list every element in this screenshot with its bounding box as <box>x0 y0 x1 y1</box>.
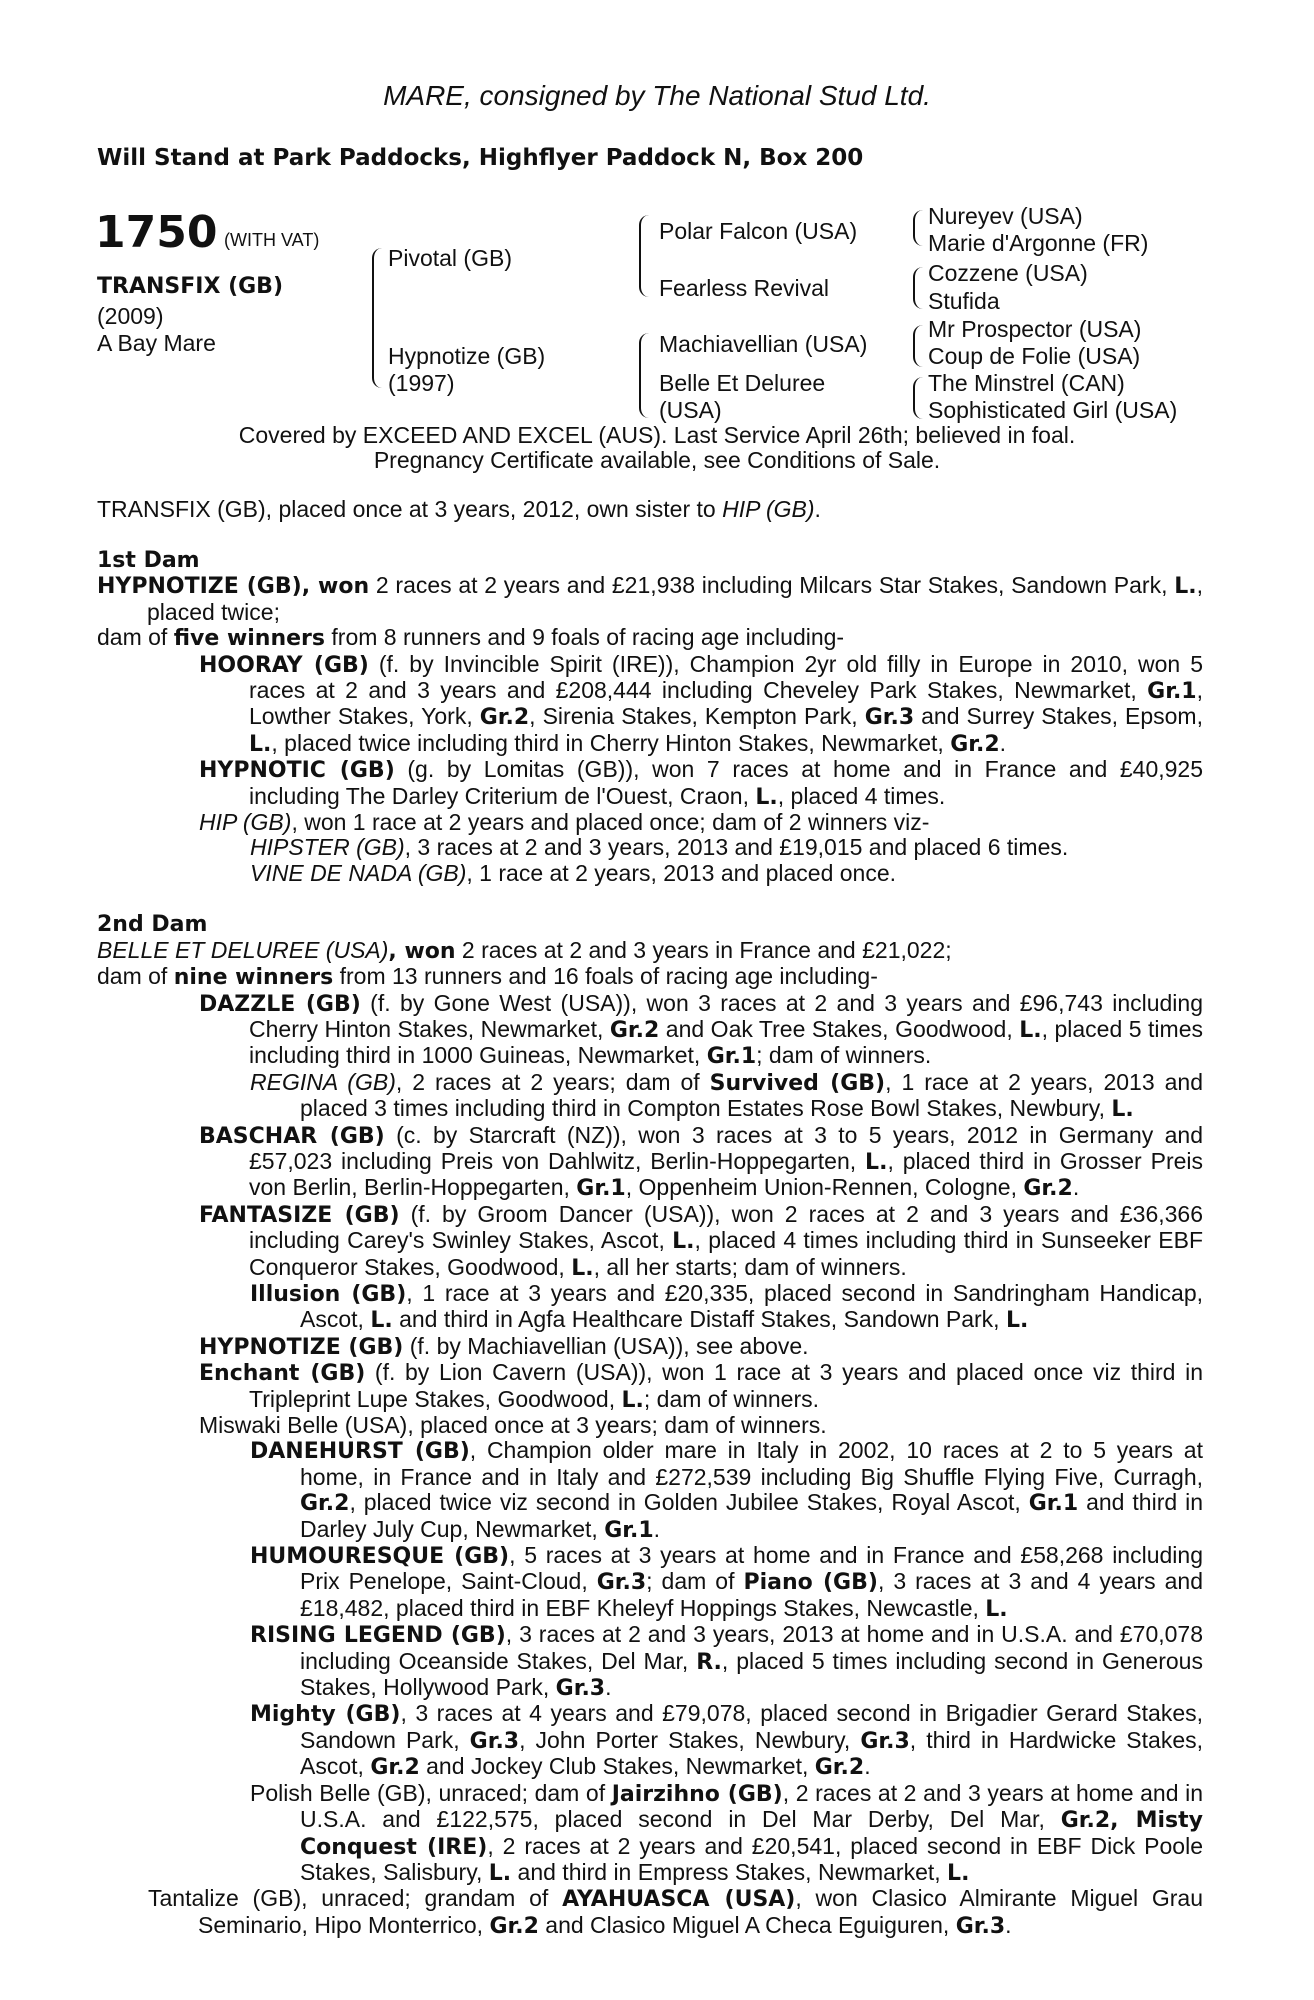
entry-vine-de-nada: VINE DE NADA (GB), 1 race at 2 years, 2013 and placed once. <box>250 859 897 886</box>
pedigree-dam: Hypnotize (GB) <box>388 343 546 369</box>
pedigree-brace-g2 <box>913 267 923 309</box>
entry-fantasize: FANTASIZE (GB) (f. by Groom Dancer (USA)), won 2 races at 2 and 3 years and £36,366 including Carey's Swinley Stakes, Ascot, L., placed 4 times including third in Sunseeker EBF Conqueror Stakes, Goodwood, L., all her starts; dam of winners. <box>199 1200 1203 1281</box>
entry-danehurst: DANEHURST (GB), Champion older mare in Italy in 2002, 10 races at 2 to 5 years at home, in France and in Italy and £272,539 including Big Shuffle Flying Five, Curragh, Gr.2, placed twice viz second in Golden Jubilee Stakes, Royal Ascot, Gr.1 and third in Darley July Cup, Newmarket, Gr.1. <box>250 1437 1203 1543</box>
entry-tantalize: Tantalize (GB), unraced; grandam of AYAHUASCA (USA), won Clasico Almirante Miguel Grau Seminario, Hipo Monterrico, Gr.2 and Clasico Miguel A Checa Eguiguren, Gr.3. <box>148 1885 1203 1939</box>
covered-note: Covered by EXCEED AND EXCEL (AUS). Last Service April 26th; believed in foal. <box>238 422 1076 448</box>
entry-baschar: BASCHAR (GB) (c. by Starcraft (NZ)), won 3 races at 3 to 5 years, 2012 in Germany and £57,023 including Preis von Dahlwitz, Berlin-Hoppegarten, L., placed third in Grosser Preis von Berlin, Berlin-Hoppegarten, Gr.1, Oppenheim Union-Rennen, Cologne, Gr.2. <box>199 1121 1204 1202</box>
entry-hypnotic: HYPNOTIC (GB) (g. by Lomitas (GB)), won 7 races at home and in France and £40,925 including The Darley Criterium de l'Ouest, Craon, L., placed 4 times. <box>199 756 1203 810</box>
pedigree-brace-g1 <box>913 210 923 246</box>
horse-description: A Bay Mare <box>97 330 216 356</box>
entry-miswaki-belle: Miswaki Belle (USA), placed once at 3 years; dam of winners. <box>199 1412 827 1438</box>
pedigree-brace-g3 <box>913 325 923 367</box>
pedigree-brace-sire <box>639 215 651 297</box>
entry-enchant: Enchant (GB) (f. by Lion Cavern (USA)), won 1 race at 3 years and placed once viz third in Tripleprint Lupe Stakes, Goodwood, L.; dam of winners. <box>199 1359 1204 1413</box>
entry-hooray: HOORAY (GB) (f. by Invincible Spirit (IRE)), Champion 2yr old filly in Europe in 2010, won 5 races at 2 and 3 years and £208,444 including Cheveley Park Stakes, Newmarket, Gr.1, Lowther Stakes, York, Gr.2, Sirenia Stakes, Kempton Park, Gr.3 and Surrey Stakes, Epsom, L., placed twice including third in Cherry Hinton Stakes, Newmarket, Gr.2. <box>199 650 1203 757</box>
entry-rising-legend: RISING LEGEND (GB), 3 races at 2 and 3 years, 2013 at home and in U.S.A. and £70,078 including Oceanside Stakes, Del Mar, R., placed 5 times including second in Generous Stakes, Hollywood Park, Gr.3. <box>250 1621 1203 1702</box>
pedigree-g2: Marie d'Argonne (FR) <box>928 230 1149 256</box>
entry-hip: HIP (GB), won 1 race at 2 years and placed once; dam of 2 winners viz- <box>199 809 930 836</box>
pedigree-brace-main <box>372 248 384 388</box>
pedigree-g3: Cozzene (USA) <box>928 260 1088 286</box>
lot-number: 1750 <box>95 207 218 258</box>
vat-note: (WITH VAT) <box>224 230 320 250</box>
pedigree-g5: Mr Prospector (USA) <box>928 316 1142 342</box>
pedigree-sire-sire: Polar Falcon (USA) <box>659 218 858 244</box>
entry-hypnotize: HYPNOTIZE (GB) (f. by Machiavellian (USA)), see above. <box>199 1332 809 1360</box>
first-dam-heading: 1st Dam <box>97 548 200 573</box>
stand-location: Will Stand at Park Paddocks, Highflyer Paddock N, Box 200 <box>97 145 864 171</box>
pedigree-g1: Nureyev (USA) <box>928 203 1083 229</box>
pedigree-dam-dam: Belle Et Deluree <box>659 370 826 396</box>
pedigree-g7: The Minstrel (CAN) <box>928 370 1125 396</box>
pedigree-sire-dam: Fearless Revival <box>659 275 829 301</box>
horse-name: TRANSFIX (GB) <box>97 274 284 299</box>
intro-line: TRANSFIX (GB), placed once at 3 years, 2012, own sister to HIP (GB). <box>97 496 821 522</box>
pedigree-dam-sire: Machiavellian (USA) <box>659 331 868 357</box>
entry-mighty: Mighty (GB), 3 races at 4 years and £79,078, placed second in Brigadier Gerard Stakes, Sandown Park, Gr.3, John Porter Stakes, Newbury, Gr.3, third in Hardwicke Stakes, Ascot, Gr.2 and Jockey Club Stakes, Newmarket, Gr.2. <box>250 1700 1204 1781</box>
pregnancy-note: Pregnancy Certificate available, see Conditions of Sale. <box>373 447 941 473</box>
entry-humouresque: HUMOURESQUE (GB), 5 races at 3 years at home and in France and £58,268 including Prix Penelope, Saint-Cloud, Gr.3; dam of Piano (GB), 3 races at 3 and 4 years and £18,482, placed third in EBF Kheleyf Hoppings Stakes, Newcastle, L. <box>250 1542 1204 1622</box>
first-dam-produce: dam of five winners from 8 runners and 9 foals of racing age including- <box>97 624 845 652</box>
entry-illusion: Illusion (GB), 1 race at 3 years and £20,335, placed second in Sandringham Handicap, Ascot, L. and third in Agfa Healthcare Distaff Stakes, Sandown Park, L. <box>250 1279 1204 1334</box>
second-dam-entry: BELLE ET DELUREE (USA), won 2 races at 2 and 3 years in France and £21,022; <box>97 936 952 964</box>
first-dam-entry: HYPNOTIZE (GB), won 2 races at 2 years and £21,938 including Milcars Star Stakes, Sandown Park, L., placed twice; <box>97 572 1203 625</box>
second-dam-heading: 2nd Dam <box>97 912 208 938</box>
entry-dazzle: DAZZLE (GB) (f. by Gone West (USA)), won 3 races at 2 and 3 years and £96,743 including Cherry Hinton Stakes, Newmarket, Gr.2 and Oak Tree Stakes, Goodwood, L., placed 5 times including third in 1000 Guineas, Newmarket, Gr.1; dam of winners. <box>199 989 1204 1070</box>
intro-paragraph <box>97 497 1203 522</box>
entry-hipster: HIPSTER (GB), 3 races at 2 and 3 years, 2013 and £19,015 and placed 6 times. <box>250 834 1069 861</box>
pedigree-notes <box>97 548 1203 1939</box>
second-dam-produce: dam of nine winners from 13 runners and 16 foals of racing age including- <box>97 963 878 991</box>
pedigree-brace-dam <box>639 333 651 418</box>
pedigree-sire: Pivotal (GB) <box>388 245 512 271</box>
pedigree-dam-dam-origin: (USA) <box>659 397 722 423</box>
pedigree-brace-g4 <box>913 377 923 419</box>
pedigree-dam-year: (1997) <box>388 370 455 396</box>
pedigree-g6: Coup de Folie (USA) <box>928 343 1141 369</box>
pedigree-g4: Stufida <box>928 288 1000 314</box>
consignor-heading: MARE, consigned by The National Stud Ltd. <box>383 80 931 111</box>
entry-regina: REGINA (GB), 2 races at 2 years; dam of Survived (GB), 1 race at 2 years, 2013 and placed 3 times including third in Compton Estates Rose Bowl Stakes, Newbury, L. <box>250 1068 1203 1123</box>
foaling-year: (2009) <box>97 303 164 329</box>
pedigree-g8: Sophisticated Girl (USA) <box>928 397 1178 423</box>
entry-polish-belle: Polish Belle (GB), unraced; dam of Jairzihno (GB), 2 races at 2 and 3 years at home and in U.S.A. and £122,575, placed second in Del Mar Derby, Del Mar, Gr.2, Misty Conquest (IRE), 2 races at 2 years and £20,541, placed second in EBF Dick Poole Stakes, Salisbury, L. and third in Empress Stakes, Newmarket, L. <box>250 1779 1204 1886</box>
